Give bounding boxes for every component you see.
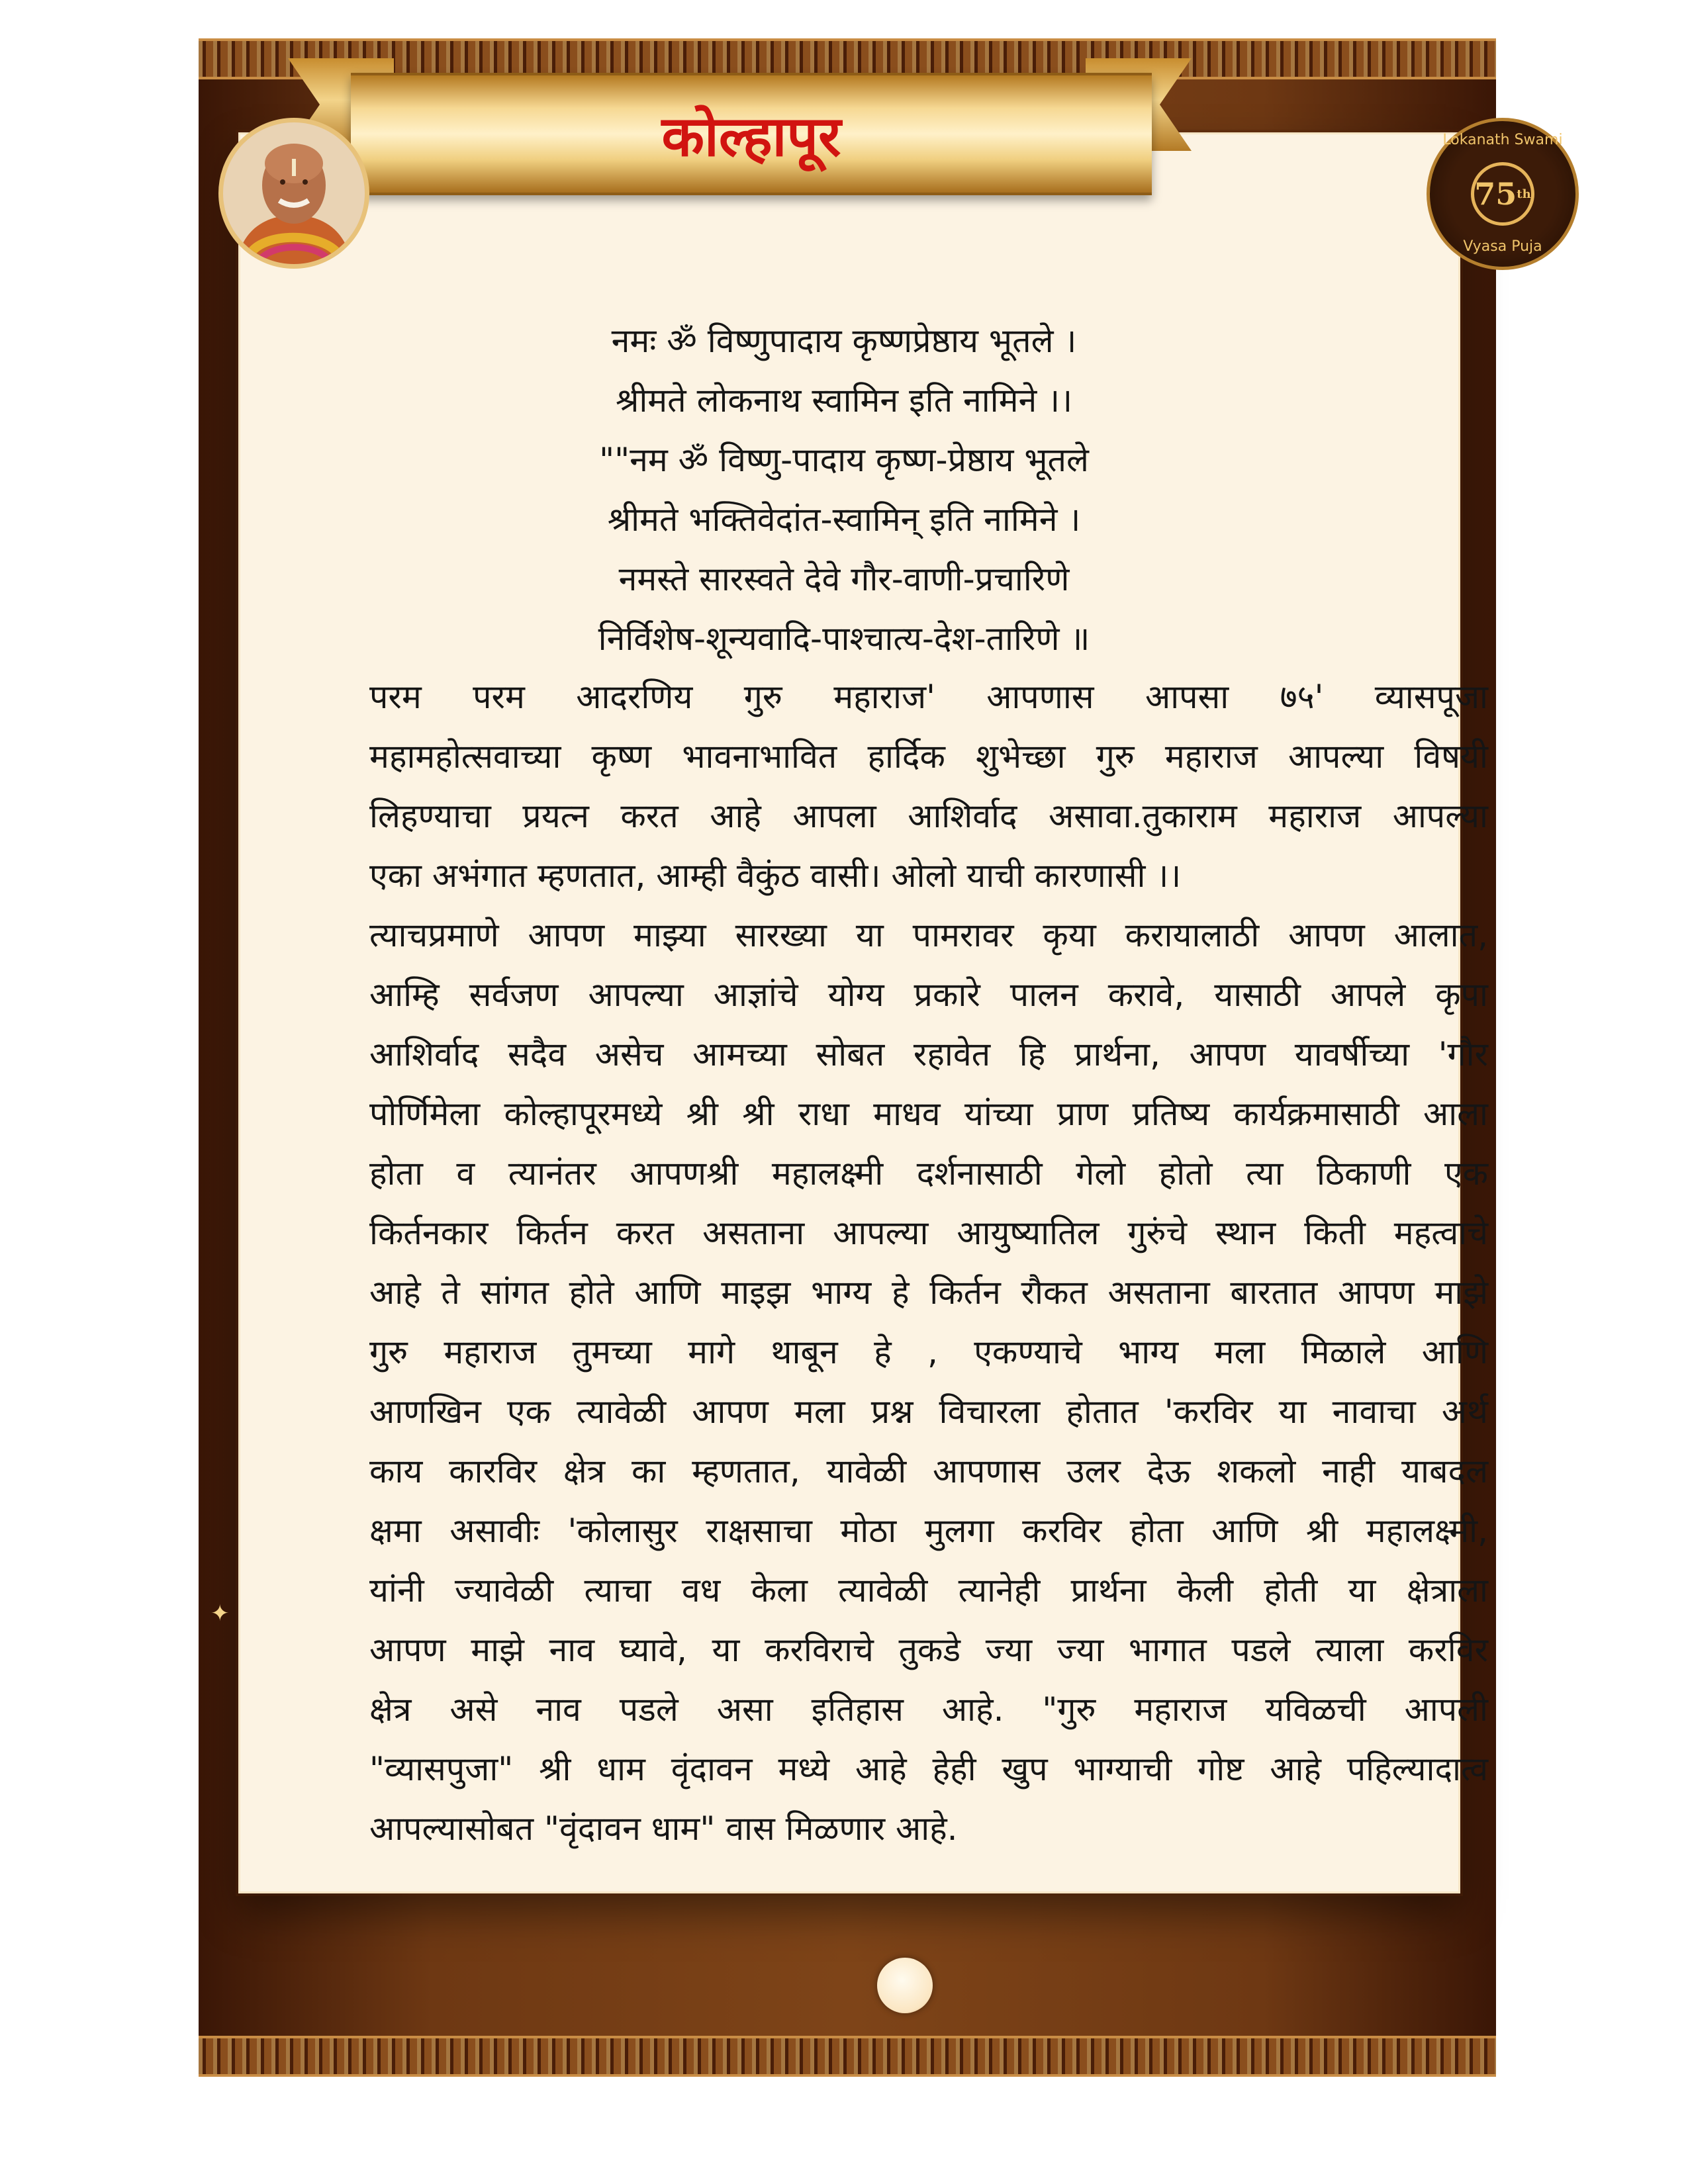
verse-line: श्रीमते लोकनाथ स्वामिन इति नामिने ।।: [615, 381, 1073, 420]
badge-number-circle: [1471, 162, 1534, 226]
verse-line: निर्विशेष-शून्यवादि-पाश्चात्य-देश-तारिणे ॥: [598, 619, 1090, 658]
text-line: आहे ते सांगत होते आणि माइझ भाग्य हे किर्तन रौकत असताना बारतात आपण माझे: [369, 1273, 1488, 1312]
text-line: होता व त्यानंतर आपणश्री महालक्ष्मी दर्शनासाठी गेलो होतो त्या ठिकाणी एक: [369, 1154, 1488, 1193]
verse-line: नमस्ते सारस्वते देवे गौर-वाणी-प्रचारिणे: [618, 560, 1070, 598]
badge-number: 75: [1474, 176, 1517, 212]
text-line: यांनी ज्यावेळी त्याचा वध केला त्यावेळी त्यानेही प्रार्थना केली होती या क्षेत्राला: [369, 1571, 1488, 1610]
text-line: गुरु महाराज तुमच्या मागे थाबून हे , एकण्याचे भाग्य मला मिळाले आणि: [369, 1333, 1488, 1371]
text-line: आपण माझे नाव घ्यावे, या करविराचे तुकडे ज्या ज्या भागात पडले त्याला करविर: [369, 1631, 1488, 1669]
text-line: महामहोत्सवाच्या कृष्ण भावनाभावित हार्दिक शुभेच्छा गुरु महाराज आपल्या विषयी: [369, 737, 1488, 776]
paragraph: [369, 905, 1488, 1858]
verse-line: ""नम ॐ विष्णु-पादाय कृष्ण-प्रेष्ठाय भूतले: [599, 441, 1089, 479]
verse-line: श्रीमते भक्तिवेदांत-स्वामिन् इति नामिने ।: [607, 500, 1081, 539]
badge-suffix: th: [1517, 187, 1531, 201]
guru-portrait: [218, 118, 369, 269]
badge-ring-top: Lokanath Swami: [1442, 132, 1563, 148]
title-ribbon: [351, 73, 1152, 195]
text-line: क्षमा असावीः 'कोलासुर राक्षसाचा मोठा मुलगा करविर होता आणि श्री महालक्ष्मी,: [369, 1512, 1488, 1550]
text-line: "व्यासपुजा" श्री धाम वृंदावन मध्ये आहे हेही खुप भाग्याची गोष्ट आहे पहिल्यादात्व: [369, 1750, 1488, 1788]
sparkle-icon: ✦: [211, 1600, 230, 1627]
text-line: त्याचप्रमाणे आपण माझ्या सारख्या या पामरावर कृया करायालाठी आपण आलात,: [369, 916, 1488, 954]
verse-line: नमः ॐ विष्णुपादाय कृष्णप्रेष्ठाय भूतले ।: [611, 322, 1077, 360]
text-line: लिहण्याचा प्रयत्न करत आहे आपला आशिर्वाद असावा.तुकाराम महाराज आपल्या: [369, 797, 1488, 835]
text-line: एका अभंगात म्हणतात, आम्ही वैकुंठ वासी। ओलो याची कारणासी ।।: [369, 856, 1182, 895]
verse-block: [371, 311, 1317, 668]
vyasa-puja-75-badge: [1427, 118, 1579, 270]
text-line: आम्हि सर्वजण आपल्या आज्ञांचे योग्य प्रकारे पालन करावे, यासाठी आपले कृपा: [369, 976, 1488, 1014]
text-line: आशिर्वाद सदैव असेच आमच्या सोबत रहावेत हि प्रार्थना, आपण यावर्षीच्या 'गौर: [369, 1035, 1488, 1073]
page-title: कोल्हापूर: [661, 104, 841, 169]
letter-body: [369, 667, 1488, 1858]
portrait-illustration: [223, 122, 365, 264]
text-line: पोर्णिमेला कोल्हापूरमध्ये श्री श्री राधा माधव यांच्या प्राण प्रतिष्य कार्यक्रमासाठी आला: [369, 1095, 1488, 1133]
badge-ring-bottom: Vyasa Puja: [1463, 238, 1542, 255]
text-line: परम परम आदरणिय गुरु महाराज' आपणास आपसा ७५' व्यासपूजा: [369, 678, 1488, 716]
text-line: किर्तनकार किर्तन करत असताना आपल्या आयुष्यातिल गुरुंचे स्थान किती महत्वाचे: [369, 1214, 1488, 1252]
text-line: आणखिन एक त्यावेळी आपण मला प्रश्न विचारला होतात 'करविर या नावाचा अर्थ: [369, 1392, 1488, 1431]
text-line: क्षेत्र असे नाव पडले असा इतिहास आहे. "गुरु महाराज यविळची आपली: [369, 1690, 1488, 1729]
text-line: काय कारविर क्षेत्र का म्हणतात, यावेळी आपणास उलर देऊ शकलो नाही याबदल: [369, 1452, 1488, 1490]
ornamental-border-bottom: [199, 2036, 1496, 2077]
paragraph: [369, 667, 1488, 905]
text-line: आपल्यासोबत "वृंदावन धाम" वास मिळणार आहे.: [369, 1809, 958, 1848]
page-indicator-dot: [877, 1958, 933, 2013]
